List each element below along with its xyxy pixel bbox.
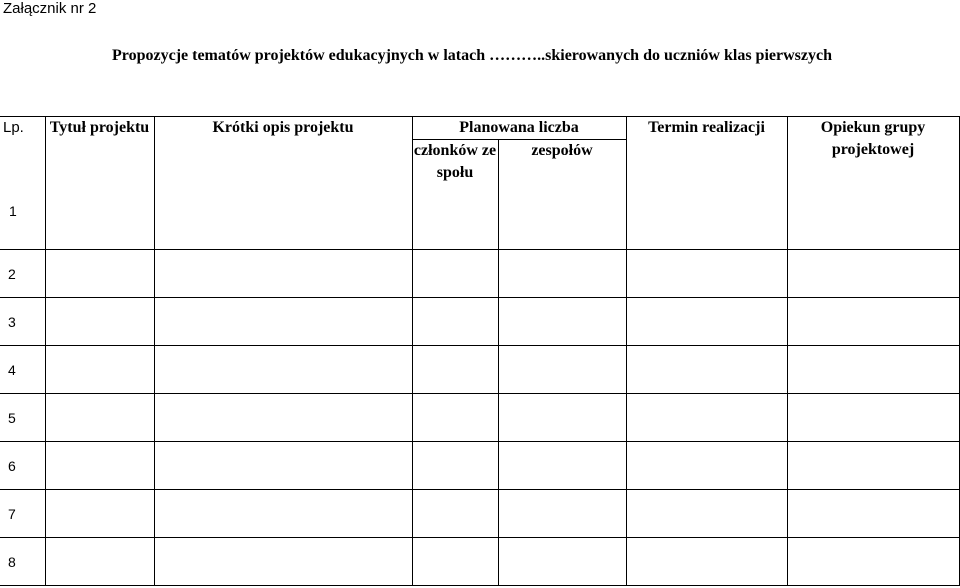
table-row [0,538,959,586]
teams-cell[interactable] [498,394,626,442]
supervisor-cell[interactable] [787,250,959,298]
members-cell[interactable] [412,490,498,538]
description-cell[interactable] [154,394,412,442]
description-cell[interactable] [154,538,412,586]
header-planned-count: Planowana liczba [412,117,626,140]
table-row [0,442,959,490]
project-title-cell[interactable] [45,298,154,346]
row-number: 5 [0,394,45,442]
teams-cell[interactable] [498,346,626,394]
members-cell[interactable] [412,538,498,586]
deadline-cell[interactable] [626,490,787,538]
table-row [0,346,959,394]
project-title-cell[interactable] [45,538,154,586]
row-number-first: 1 [9,203,17,219]
description-cell[interactable] [154,346,412,394]
deadline-cell[interactable] [626,298,787,346]
row-number: 2 [0,250,45,298]
row-number: 4 [0,346,45,394]
supervisor-cell[interactable] [787,442,959,490]
description-cell[interactable] [154,490,412,538]
deadline-cell[interactable] [626,442,787,490]
table-row [0,298,959,346]
row-number: 6 [0,442,45,490]
table-row [0,250,959,298]
table-row [0,394,959,442]
supervisor-cell[interactable] [787,394,959,442]
members-cell[interactable] [412,298,498,346]
members-cell[interactable] [412,442,498,490]
deadline-cell[interactable] [626,346,787,394]
table-row [0,490,959,538]
row-number: 7 [0,490,45,538]
teams-cell[interactable] [498,490,626,538]
supervisor-cell[interactable] [787,490,959,538]
header-title: Tytuł projektu [45,117,154,250]
annex-label: Załącznik nr 2 [3,0,97,17]
header-members: członków zespołu [412,140,498,250]
header-lp: Lp. [0,117,45,250]
teams-cell[interactable] [498,250,626,298]
members-cell[interactable] [412,250,498,298]
project-title-cell[interactable] [45,346,154,394]
supervisor-cell[interactable] [787,298,959,346]
deadline-cell[interactable] [626,538,787,586]
deadline-cell[interactable] [626,394,787,442]
row-number: 8 [0,538,45,586]
supervisor-cell[interactable] [787,538,959,586]
header-supervisor: Opiekun grupy projektowej [787,117,959,250]
members-cell[interactable] [412,394,498,442]
project-title-cell[interactable] [45,394,154,442]
projects-table [0,116,960,586]
header-description: Krótki opis projektu [154,117,412,250]
members-cell[interactable] [412,346,498,394]
project-title-cell[interactable] [45,490,154,538]
document-heading: Propozycje tematów projektów edukacyjnych w latach ………..skierowanych do uczniów klas pierwszych [112,47,832,64]
project-title-cell[interactable] [45,442,154,490]
project-title-cell[interactable] [45,250,154,298]
teams-cell[interactable] [498,442,626,490]
supervisor-cell[interactable] [787,346,959,394]
header-teams: zespołów [498,140,626,250]
teams-cell[interactable] [498,538,626,586]
description-cell[interactable] [154,442,412,490]
description-cell[interactable] [154,298,412,346]
row-number: 3 [0,298,45,346]
teams-cell[interactable] [498,298,626,346]
description-cell[interactable] [154,250,412,298]
header-deadline: Termin realizacji [626,117,787,250]
deadline-cell[interactable] [626,250,787,298]
